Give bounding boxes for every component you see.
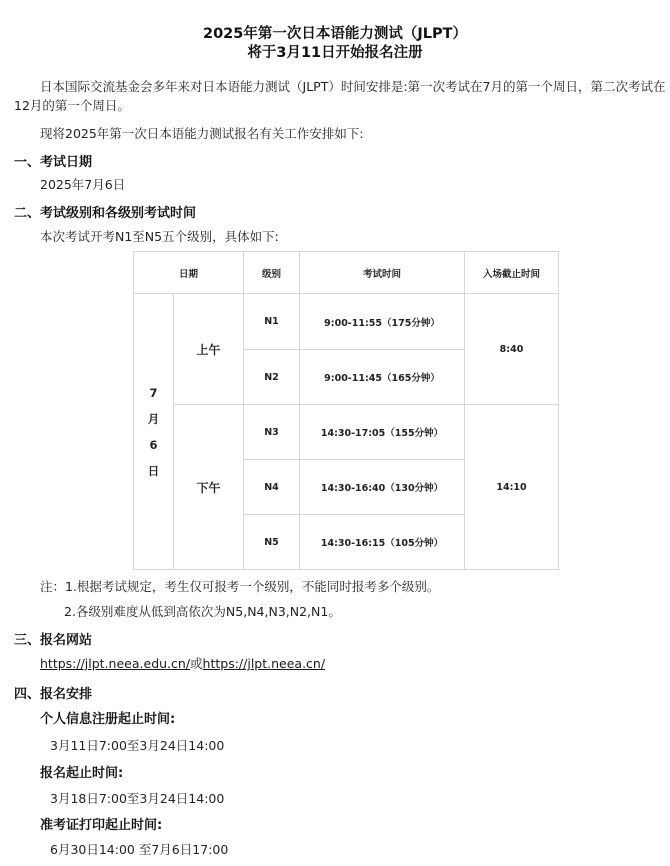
exam-date: 2025年7月6日 <box>40 177 126 192</box>
application-period-value: 3月18日7:00至3月24日14:00 <box>50 791 225 806</box>
intro-line1: 日本国际交流基金会多年来对日本语能力测试（JLPT）时间安排是:第一次考试在7月的第一个周日，第二次考试在 <box>40 79 666 94</box>
registration-period-value: 3月11日7:00至3月24日14:00 <box>50 738 225 753</box>
registration-period-label: 个人信息注册起止时间: <box>40 712 176 727</box>
level-cell: N5 <box>244 515 300 570</box>
time-cell: 14:30-17:05（155分钟） <box>300 405 465 460</box>
note-2: 2.各级别难度从低到高依次为N5,N4,N3,N2,N1。 <box>64 604 341 619</box>
page-title-line2: 将于3月11日开始报名注册 <box>247 45 423 61</box>
section4-heading: 四、报名安排 <box>14 687 93 702</box>
date-cell <box>134 294 174 570</box>
time-cell: 9:00-11:45（165分钟） <box>300 350 465 405</box>
level-cell: N2 <box>244 350 300 405</box>
page-title-line1: 2025年第一次日本语能力测试（JLPT） <box>202 26 467 42</box>
morning-cutoff: 8:40 <box>465 294 559 405</box>
header-exam-time: 考试时间 <box>300 252 465 294</box>
date-char: 月 <box>147 411 160 426</box>
table-header-row <box>134 252 559 294</box>
afternoon-label: 下午 <box>174 405 244 570</box>
level-cell: N3 <box>244 405 300 460</box>
date-char: 6 <box>149 437 158 452</box>
link-separator: 或 <box>190 656 203 671</box>
morning-label: 上午 <box>174 294 244 405</box>
table-row <box>134 405 559 460</box>
note-1: 注：1.根据考试规定，考生仅可报考一个级别，不能同时报考多个级别。 <box>40 579 440 594</box>
time-cell: 14:30-16:40（130分钟） <box>300 460 465 515</box>
link-neea-edu[interactable]: https://jlpt.neea.edu.cn/ <box>40 656 191 671</box>
section2-desc: 本次考试开考N1至N5五个级别，具体如下: <box>40 229 279 244</box>
admission-print-value: 6月30日14:00 至7月6日17:00 <box>50 842 229 857</box>
date-char: 7 <box>149 385 158 400</box>
afternoon-cutoff: 14:10 <box>465 405 559 570</box>
section1-heading: 一、考试日期 <box>14 155 93 170</box>
header-date: 日期 <box>134 252 244 294</box>
time-cell: 9:00-11:55（175分钟） <box>300 294 465 350</box>
link-neea-cn[interactable]: https://jlpt.neea.cn/ <box>202 656 326 671</box>
website-links <box>40 654 325 672</box>
intro-line3: 现将2025年第一次日本语能力测试报名有关工作安排如下: <box>40 126 364 141</box>
admission-print-label: 准考证打印起止时间: <box>40 818 163 833</box>
application-period-label: 报名起止时间: <box>40 766 124 781</box>
table-row <box>134 294 559 350</box>
date-char: 日 <box>147 463 160 478</box>
section3-heading: 三、报名网站 <box>14 633 93 648</box>
intro-line2: 12月的第一个周日。 <box>14 98 130 113</box>
level-cell: N1 <box>244 294 300 350</box>
section2-heading: 二、考试级别和各级别考试时间 <box>14 206 197 221</box>
header-entry-cutoff: 入场截止时间 <box>465 252 559 294</box>
header-level: 级别 <box>244 252 300 294</box>
level-cell: N4 <box>244 460 300 515</box>
schedule-table <box>133 251 559 570</box>
time-cell: 14:30-16:15（105分钟） <box>300 515 465 570</box>
